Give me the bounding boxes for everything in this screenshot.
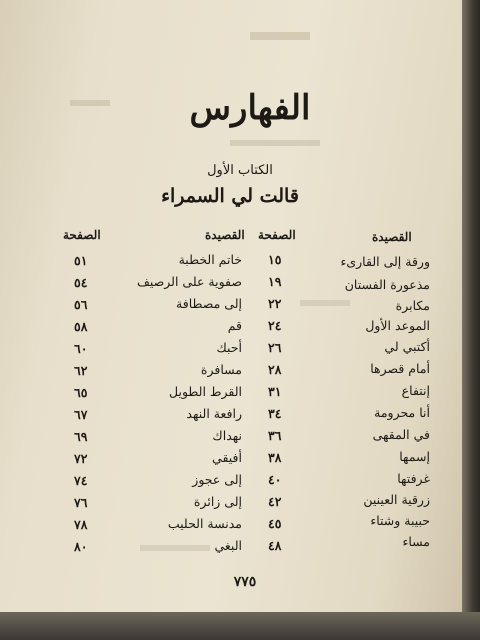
page-ref: ٥٨ — [74, 319, 88, 334]
page-ref: ٦٠ — [74, 341, 88, 356]
page-ref: ٤٠ — [268, 472, 282, 487]
page-ref: ١٥ — [268, 252, 282, 267]
page-ref: ٥٤ — [74, 275, 88, 290]
page-ref: ٣٤ — [268, 406, 282, 421]
list-item: قم — [227, 318, 242, 333]
list-item: حبيبة وشتاء — [370, 513, 430, 528]
page-ref: ٢٤ — [268, 318, 282, 333]
page-ref: ١٩ — [268, 274, 282, 289]
list-item: أكتبي لي — [384, 339, 430, 354]
list-item: في المقهى — [372, 427, 430, 442]
list-item: مذعورة الفستان — [344, 277, 430, 292]
page-ref: ٤٨ — [268, 538, 282, 553]
page-ref: ٢٢ — [268, 296, 282, 311]
page-ref: ٧٢ — [74, 451, 88, 466]
section-title: قالت لي السمراء — [161, 185, 299, 207]
page-ref: ٥٦ — [74, 297, 88, 312]
list-item: إلى عجوز — [192, 472, 242, 487]
book-edge-shadow — [462, 0, 480, 640]
page-number: ٧٧٥ — [233, 574, 257, 590]
list-item: مساء — [402, 534, 430, 549]
list-item: الموعد الأول — [365, 318, 430, 333]
list-item: مدنسة الحليب — [167, 516, 242, 531]
page-ref: ٧٤ — [74, 473, 88, 488]
list-item: أفيقي — [212, 450, 242, 465]
show-through-mark — [230, 140, 320, 146]
list-item: إنتفاع — [401, 383, 430, 398]
page-ref: ٣١ — [268, 384, 282, 399]
list-item: أنا محرومة — [374, 405, 430, 420]
page-ref: ٦٢ — [74, 363, 88, 378]
list-item: رافعة النهد — [186, 406, 242, 421]
page-ref: ٢٦ — [268, 340, 282, 355]
list-item: إسمها — [399, 449, 430, 464]
show-through-mark — [300, 300, 350, 306]
list-item: أمام قصرها — [370, 361, 430, 376]
page-ref: ٥١ — [74, 253, 88, 268]
page-ref: ٦٥ — [74, 385, 88, 400]
list-item: غرفتها — [397, 471, 430, 486]
show-through-mark — [250, 32, 310, 40]
book-label: الكتاب الأول — [207, 163, 273, 178]
page-ref: ٨٠ — [74, 539, 88, 554]
page-title: الفهارس — [189, 88, 311, 128]
page-ref: ٤٢ — [268, 494, 282, 509]
table-surface — [0, 612, 480, 640]
page-ref: ٤٥ — [268, 516, 282, 531]
list-item: إلى زائرة — [193, 494, 242, 509]
page-ref: ٣٦ — [268, 428, 282, 443]
list-item: القرط الطويل — [169, 384, 242, 399]
list-item: صفوية على الرصيف — [136, 274, 242, 289]
right-page-header: الصفحة — [258, 228, 296, 242]
left-poem-header: القصيدة — [205, 228, 245, 242]
list-item: زرقية العينين — [363, 492, 430, 507]
list-item: خاتم الخطبة — [178, 252, 242, 267]
list-item: ورقة إلى القارىء — [340, 254, 430, 269]
show-through-mark — [140, 545, 210, 551]
page-ref: ٣٨ — [268, 450, 282, 465]
page-ref: ٧٦ — [74, 495, 88, 510]
page-ref: ٦٧ — [74, 407, 88, 422]
list-item: مسافرة — [200, 362, 242, 377]
page-ref: ٧٨ — [74, 517, 88, 532]
page-ref: ٢٨ — [268, 362, 282, 377]
left-page-header: الصفحة — [63, 228, 101, 242]
right-poem-header: القصيدة — [372, 230, 412, 244]
show-through-mark — [70, 100, 110, 106]
list-item: مكابرة — [395, 298, 430, 313]
page-ref: ٦٩ — [74, 429, 88, 444]
list-item: نهداك — [212, 428, 242, 443]
list-item: أحبك — [216, 340, 242, 355]
list-item: البغي — [214, 538, 242, 553]
list-item: إلى مصطافة — [176, 296, 242, 311]
